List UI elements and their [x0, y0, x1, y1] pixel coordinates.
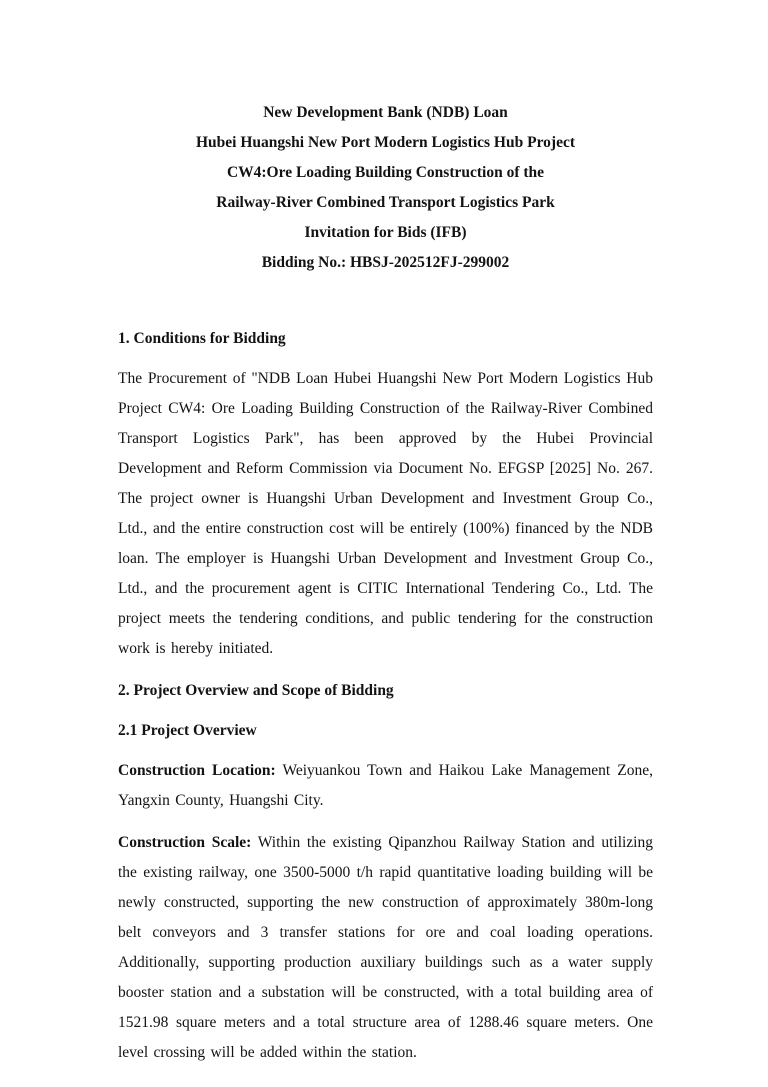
- title-line-bidding-no: Bidding No.: HBSJ-202512FJ-299002: [261, 254, 510, 271]
- title-line-contract: CW4:Ore Loading Building Construction of the: [226, 164, 545, 181]
- title-line-loan: New Development Bank (NDB) Loan: [263, 104, 508, 121]
- construction-scale-paragraph: [118, 828, 653, 1068]
- title-line-project: Hubei Huangshi New Port Modern Logistics Hub Project: [195, 134, 576, 151]
- section-2-heading: 2. Project Overview and Scope of Bidding: [118, 682, 394, 699]
- construction-scale-text: Within the existing Qipanzhou Railway Station and utilizing the existing railway, one 3500-5000 t/h rapid quantitative loading building will be newly constructed, supporting the new construction of approximately 380m-long belt conveyors and 3 transfer stations for ore and coal loading operations. Additionally, supporting production auxiliary buildings such as a water supply booster station and a substation will be constructed, with a total building area of 1521.98 square meters and a total structure area of 1288.46 square meters. One level crossing will be added within the station.: [118, 834, 653, 1061]
- construction-location-label: Construction Location:: [118, 762, 276, 779]
- title-line-park: Railway-River Combined Transport Logistics Park: [216, 194, 555, 211]
- section-1-paragraph: The Procurement of "NDB Loan Hubei Huangshi New Port Modern Logistics Hub Project CW4: Ore Loading Building Construction of the Railway-River Combined Transport Logistics Park", has been approved by the Hubei Provincial Development and Reform Commission via Document No. EFGSP [2025] No. 267. The project owner is Huangshi Urban Development and Investment Group Co., Ltd., and the entire construction cost will be entirely (100%) financed by the NDB loan. The employer is Huangshi Urban Development and Investment Group Co., Ltd., and the procurement agent is CITIC International Tendering Co., Ltd. The project meets the tendering conditions, and public tendering for the construction work is hereby initiated.: [118, 370, 653, 657]
- section-1-heading: 1. Conditions for Bidding: [118, 330, 286, 347]
- construction-location-paragraph: [118, 756, 653, 816]
- title-block: [118, 98, 653, 278]
- title-line-ifb: Invitation for Bids (IFB): [304, 224, 467, 241]
- construction-location-text: Weiyuankou Town and Haikou Lake Management Zone, Yangxin County, Huangshi City.: [118, 762, 653, 809]
- section-2-1-heading: 2.1 Project Overview: [118, 722, 257, 739]
- construction-scale-label: Construction Scale:: [118, 834, 252, 851]
- document-content: [118, 98, 653, 1068]
